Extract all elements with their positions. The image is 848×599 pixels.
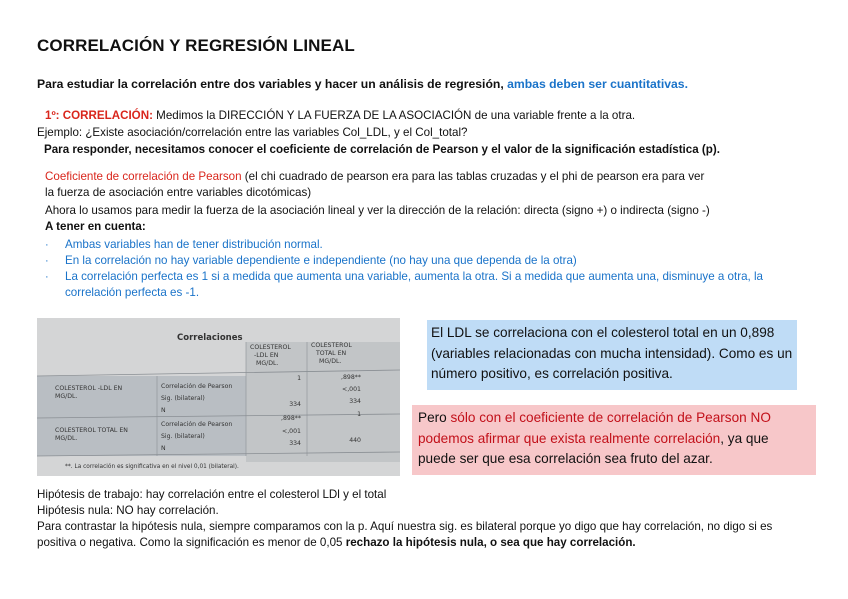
table-cell: 1: [297, 375, 301, 382]
col1-header-2: -LDL EN: [254, 352, 279, 359]
col1-header-3: MG/DL.: [256, 360, 279, 367]
table-cell: ,898**: [281, 415, 301, 422]
table-cell: 1: [357, 411, 361, 418]
tener-en-cuenta: A tener en cuenta:: [45, 220, 146, 233]
row1-label-2: MG/DL.: [55, 393, 78, 400]
correlations-table-photo: [37, 318, 400, 476]
correlacion-heading-line: [45, 108, 635, 124]
col1-header-1: COLESTEROL: [250, 344, 291, 351]
correlacion-heading-rest: Medimos la DIRECCIÓN Y LA FUERZA DE LA ASOCIACIÓN de una variable frente a la otra.: [152, 109, 636, 122]
pearson-line-2: la fuerza de asociación entre variables dicotómicas): [45, 186, 312, 199]
ldl-explanation-box: El LDL se correlaciona con el colesterol total en un 0,898 (variables relacionadas con mucha intensidad). Como es un número positivo, es correlación positiva.: [427, 320, 797, 390]
list-item: · Ambas variables han de tener distribución normal.: [45, 237, 785, 253]
hypothesis-section: [37, 487, 807, 551]
stat-n-2: N: [161, 445, 166, 452]
table-cell: <,001: [342, 386, 361, 393]
col2-header-1: COLESTEROL: [311, 342, 352, 349]
stat-sig-2: Sig. (bilateral): [161, 433, 205, 440]
warning-pre: Pero: [418, 410, 451, 425]
pearson-line-1: [45, 169, 704, 185]
stat-sig-1: Sig. (bilateral): [161, 395, 205, 402]
page-title: CORRELACIÓN Y REGRESIÓN LINEAL: [37, 36, 355, 55]
row1-label-1: COLESTEROL -LDL EN: [55, 385, 123, 392]
pearson-line-3: Ahora lo usamos para medir la fuerza de la asociación lineal y ver la dirección de la relación: directa (signo +) o indirecta (signo -): [45, 204, 710, 217]
pearson-warning-box: [412, 405, 816, 475]
stat-n-1: N: [161, 407, 166, 414]
table-cell: 334: [289, 440, 301, 447]
conclusion-text: rechazo la hipótesis nula, o sea que hay correlación.: [345, 536, 636, 549]
bullet-list: [45, 237, 785, 301]
stat-pearson-2: Correlación de Pearson: [161, 421, 233, 428]
list-item: · La correlación perfecta es 1 si a medida que aumenta una variable, aumenta la otra. Si a medida que aumenta una, disminuye a otra, la correlación perfecta es -1.: [45, 269, 785, 301]
contraste-text: Para contrastar la hipótesis nula, siempre comparamos con la p. Aquí nuestra sig. es bilateral porque yo digo que hay correlación, no digo si es positiva o negativa. Como la significación es menor de 0,05: [37, 520, 773, 549]
stat-pearson-1: Correlación de Pearson: [161, 383, 233, 390]
warning-post: , ya que puede ser que esa correlación sea fruto del azar.: [418, 430, 769, 466]
intro-text: [37, 77, 688, 91]
table-cell: ,898**: [341, 374, 361, 381]
pearson-label: Coeficiente de correlación de Pearson: [45, 170, 242, 183]
row2-label-2: MG/DL.: [55, 435, 78, 442]
warning-emphasis: sólo con el coeficiente de correlación de Pearson NO podemos afirmar que exista realmente correlación: [418, 410, 771, 446]
table-footnote: **. La correlación es significativa en el nivel 0,01 (bilateral).: [65, 464, 239, 470]
col2-header-2: TOTAL EN: [316, 350, 347, 357]
intro-highlight: ambas deben ser cuantitativas.: [507, 77, 688, 91]
table-caption: Correlaciones: [177, 333, 243, 343]
pearson-line1-rest: (el chi cuadrado de pearson era para las tablas cruzadas y el phi de pearson era para ver: [241, 170, 705, 183]
hipotesis-trabajo: Hipótesis de trabajo: hay correlación entre el colesterol LDl y el total: [37, 488, 387, 501]
col2-header-3: MG/DL.: [319, 358, 342, 365]
row2-label-1: COLESTEROL TOTAL EN: [55, 427, 128, 434]
list-item: · En la correlación no hay variable dependiente e independiente (no hay una que dependa de la otra): [45, 253, 785, 269]
hipotesis-nula: Hipótesis nula: NO hay correlación.: [37, 504, 219, 517]
correlacion-heading: 1º: CORRELACIÓN:: [45, 109, 153, 122]
responder-text: Para responder, necesitamos conocer el coeficiente de correlación de Pearson y el valor de la significación estadística (p).: [44, 143, 720, 156]
table-cell: 334: [349, 398, 361, 405]
table-cell: 334: [289, 401, 301, 408]
table-cell: 440: [349, 437, 361, 444]
table-cell: <,001: [282, 428, 301, 435]
contraste-paragraph: [37, 519, 807, 551]
intro-main: Para estudiar la correlación entre dos variables y hacer un análisis de regresión,: [37, 77, 508, 91]
ejemplo-text: Ejemplo: ¿Existe asociación/correlación entre las variables Col_LDL, y el Col_total?: [37, 126, 468, 139]
